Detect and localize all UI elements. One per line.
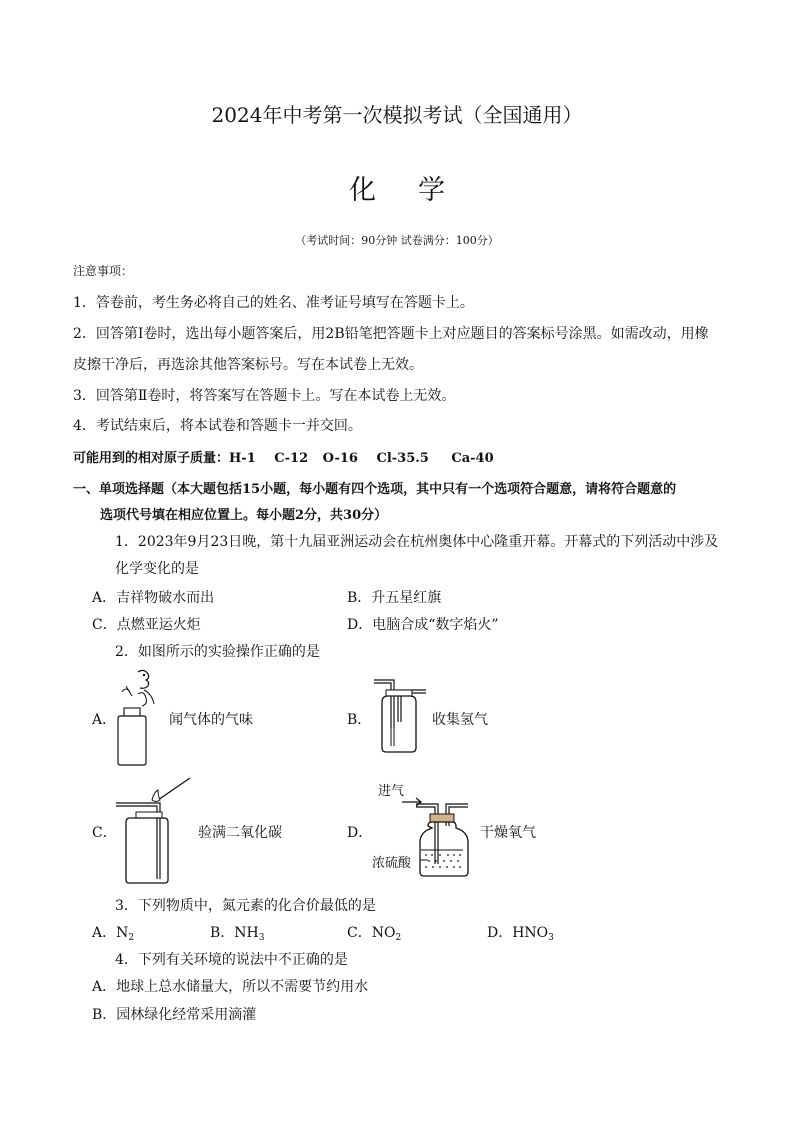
q2-option-a-text: 闻气体的气味: [169, 712, 253, 728]
q2-option-a-letter: A．: [92, 712, 117, 728]
atomic-mass: Cl-35.5: [376, 451, 429, 466]
atomic-mass: H-1: [229, 451, 256, 466]
q2-stem: 2．如图所示的实验操作正确的是: [115, 644, 320, 660]
atomic-mass: C-12: [274, 451, 309, 466]
subject-char: 学: [418, 175, 445, 206]
exam-meta: （考试时间：90分钟 试卷满分：100分）: [295, 234, 499, 247]
q1-option-a: A．吉祥物破水而出: [92, 590, 215, 606]
atomic-mass: Ca-40: [451, 451, 494, 466]
q2-option-d-text: 干燥氧气: [480, 825, 536, 841]
q1-stem-cont: 化学变化的是: [115, 561, 199, 577]
note-item: 4．考试结束后，将本试卷和答题卡一并交回。: [73, 418, 362, 434]
q2-option-d-letter: D．: [347, 825, 373, 841]
q2-option-c-letter: C．: [92, 825, 117, 841]
atomic-label: 可能用到的相对原子质量：: [73, 451, 230, 466]
q2-option-c-text: 验满二氧化碳: [198, 825, 282, 841]
q3-stem: 3．下列物质中，氮元素的化合价最低的是: [115, 898, 376, 914]
q4-stem: 4．下列有关环境的说法中不正确的是: [115, 952, 348, 968]
note-item: 2．回答第Ⅰ卷时，选出每小题答案后，用2B铅笔把答题卡上对应题目的答案标号涂黑。如需改动，用橡: [73, 326, 709, 342]
q1-option-d: D．电脑合成“数字焰火”: [347, 617, 499, 633]
q1-stem: 1．2023年9月23日晚，第十九届亚洲运动会在杭州奥体中心隆重开幕。开幕式的下列活动中涉及: [115, 534, 719, 550]
exam-title: 2024年中考第一次模拟考试（全国通用）: [211, 103, 583, 127]
q3-c-formula: C．NO: [347, 925, 396, 941]
q1-option-c: C．点燃亚运火炬: [92, 617, 201, 633]
collect-hydrogen-figure: [368, 672, 430, 756]
q3-a-formula: A．N: [92, 925, 129, 941]
atomic-mass-line: [73, 447, 494, 466]
q1-option-b: B．升五星红旗: [347, 590, 442, 606]
note-item: 3．回答第Ⅱ卷时，将答案写在答题卡上。写在本试卷上无效。: [73, 388, 456, 404]
q2-option-b-text: 收集氢气: [432, 712, 488, 728]
q3-b-subscript: 3: [258, 933, 265, 943]
dry-oxygen-figure: [388, 792, 480, 882]
q3-option-c: [347, 922, 401, 943]
subject-title: [0, 168, 794, 207]
smell-gas-figure: [108, 664, 168, 768]
q4-option-b: B．园林绿化经常采用滴灌: [92, 1007, 257, 1023]
q4-option-a: A．地球上总水储量大，所以不需要节约用水: [92, 979, 369, 995]
notes-heading: 注意事项：: [73, 264, 134, 278]
q3-d-formula: D．HNO: [487, 925, 549, 941]
q3-c-subscript: 2: [395, 933, 402, 943]
q2-d-acid-label: 浓硫酸: [372, 856, 412, 871]
section-heading: 一、单项选择题（本大题包括15小题，每小题有四个选项，其中只有一个选项符合题意，请将符合题意的: [73, 482, 677, 497]
section-heading-cont: 选项代号填在相应位置上。每小题2分，共30分）: [100, 508, 388, 523]
co2-full-test-figure: [112, 776, 194, 886]
q3-option-d: [487, 922, 554, 943]
q3-d-subscript: 3: [548, 933, 554, 943]
q2-d-gas-in-label: 进气: [378, 784, 405, 799]
subject-char: 化: [349, 175, 376, 206]
q3-option-a: [92, 922, 134, 943]
q3-option-b: [210, 922, 264, 943]
atomic-mass: O-16: [322, 451, 358, 466]
note-item: 皮擦干净后，再选涂其他答案标号。写在本试卷上无效。: [73, 357, 423, 373]
q2-option-b-letter: B．: [347, 712, 372, 728]
note-item: 1．答卷前，考生务必将自己的姓名、准考证号填写在答题卡上。: [73, 295, 474, 311]
q3-b-formula: B．NH: [210, 925, 259, 941]
q3-a-subscript: 2: [128, 933, 135, 943]
